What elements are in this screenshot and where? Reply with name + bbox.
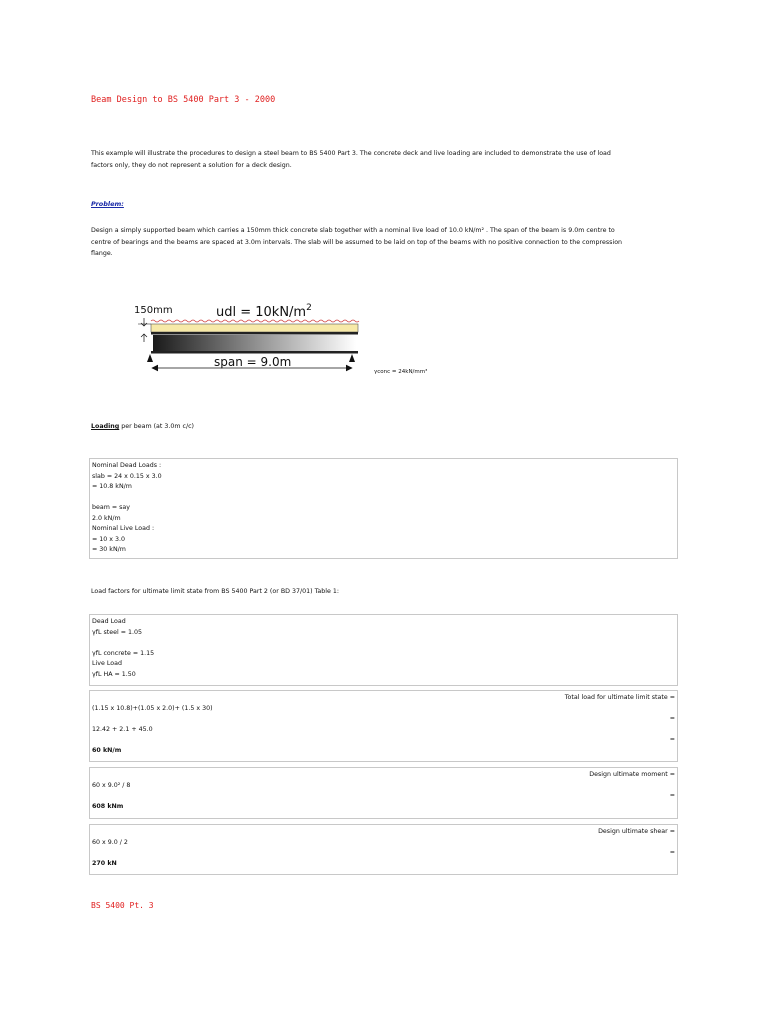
beam-diagram [120, 296, 380, 378]
nominal-row: = 10.8 kN/m [92, 483, 132, 490]
intro-line-1: This example will illustrate the procedures to design a steel beam to BS 5400 Part 3. The concrete deck and live loading are included to demonstrate the use of load [91, 150, 611, 157]
nominal-row: Nominal Live Load : [92, 525, 155, 532]
intro-line-2: factors only, they do not represent a solution for a deck design. [91, 161, 292, 169]
factor-row: γfL HA = 1.50 [92, 670, 136, 678]
nominal-loads-box [89, 458, 678, 559]
footer-section-title: BS 5400 Pt. 3 [91, 901, 154, 910]
nominal-row: beam = say [92, 504, 131, 511]
moment-result: 608 kNm [92, 802, 124, 810]
total-load-line-2: 12.42 + 2.1 + 45.0 [92, 725, 153, 733]
span-label: span = 9.0m [214, 355, 292, 369]
right-support-icon [349, 354, 355, 362]
udl-label: udl = $10kN/m^2$ [216, 303, 312, 320]
problem-heading[interactable]: Problem: [91, 200, 124, 208]
left-support-icon [147, 354, 153, 362]
moment-box [89, 767, 678, 819]
nominal-row [92, 493, 675, 504]
total-load-label: Total load for ultimate limit state = [564, 694, 675, 701]
thickness-label: 150mm [134, 305, 173, 316]
factor-row: γfL steel = 1.05 [92, 628, 142, 636]
shear-result: 270 kN [92, 859, 117, 867]
load-factors-box [89, 614, 678, 686]
nominal-row: = 30 kN/m [92, 546, 126, 553]
total-load-equals: = [669, 736, 675, 743]
factor-row: Dead Load [92, 618, 126, 625]
total-load-result: 60 kN/m [92, 746, 122, 754]
moment-line-1: 60 x 9.0² / 8 [92, 781, 131, 789]
moment-equals: = [669, 792, 675, 799]
loading-line [91, 423, 194, 430]
udl-line [151, 320, 359, 322]
gamma-concrete-note: γconc = 24kN/mm³ [374, 369, 428, 375]
nominal-row: Nominal Dead Loads : [92, 462, 162, 469]
loading-suffix: per beam (at 3.0m c/c) [119, 423, 195, 430]
total-load-equals: = [669, 715, 675, 722]
nominal-row: = 10 x 3.0 [92, 535, 126, 543]
moment-label: Design ultimate moment = [589, 771, 675, 778]
problem-line-3: flange. [91, 250, 113, 257]
total-load-line-1: (1.15 x 10.8)+(1.05 x 2.0)+ (1.5 x 30) [92, 704, 213, 712]
factor-row [92, 638, 675, 649]
factor-row: Live Load [92, 660, 122, 667]
loading-heading: Loading [91, 423, 120, 430]
beam-web [153, 335, 356, 351]
document-title: Beam Design to BS 5400 Part 3 - 2000 [91, 95, 276, 105]
nominal-row: 2.0 kN/m [92, 514, 121, 522]
bottom-flange [151, 351, 358, 354]
shear-box [89, 824, 678, 875]
top-flange [151, 332, 358, 335]
problem-line-2: centre of bearings and the beams are spaced at 3.0m intervals. The slab will be assumed to be laid on top of the beams with no positive connection to the compression [91, 238, 623, 246]
shear-line-1: 60 x 9.0 / 2 [92, 838, 128, 846]
shear-equals: = [669, 849, 675, 856]
concrete-slab [151, 324, 358, 332]
total-load-box [89, 690, 678, 762]
intro-paragraph [91, 148, 681, 171]
load-factors-intro: Load factors for ultimate limit state from BS 5400 Part 2 (or BD 37/01) Table 1: [91, 588, 340, 595]
shear-label: Design ultimate shear = [598, 828, 675, 835]
problem-line-1: Design a simply supported beam which carries a 150mm thick concrete slab together with a nominal live load of 10.0 kN/m² . The span of the beam is 9.0m centre to [91, 227, 615, 234]
problem-paragraph [91, 225, 681, 260]
factor-row: γfL concrete = 1.15 [92, 649, 155, 657]
nominal-row: slab = 24 x 0.15 x 3.0 [92, 472, 162, 480]
